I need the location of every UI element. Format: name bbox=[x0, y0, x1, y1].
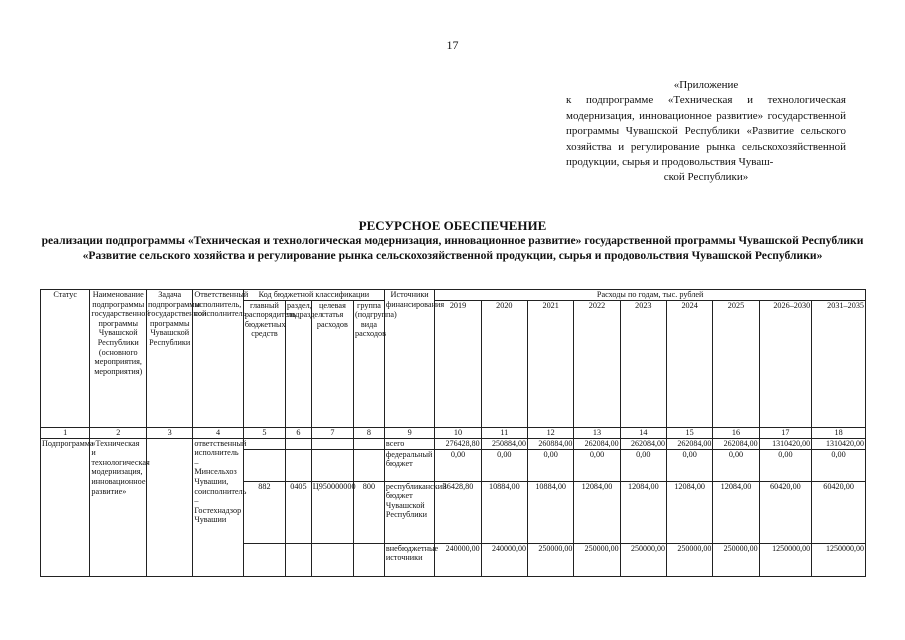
column-number: 16 bbox=[713, 427, 759, 438]
cell-value: 0,00 bbox=[574, 449, 620, 481]
cell-value: 1310420,00 bbox=[759, 438, 812, 449]
header-year: 2025 bbox=[713, 300, 759, 427]
cell-value: 250000,00 bbox=[574, 543, 620, 576]
header-year: 2020 bbox=[481, 300, 527, 427]
header-section: раздел, подраздел bbox=[286, 300, 312, 427]
cell-value: 262084,00 bbox=[666, 438, 712, 449]
header-year: 2024 bbox=[666, 300, 712, 427]
document-subtitle: реализации подпрограммы «Техническая и технологическая модернизация, инновационное развитие» государственной программы Чувашской Республики «Развитие сельского хозяйства и регулирование рынка сельскохозяйственной продукции, сырья и продовольствия Чувашской Республики» bbox=[41, 234, 864, 262]
document-title: РЕСУРСНОЕ ОБЕСПЕЧЕНИЕ bbox=[358, 218, 547, 233]
table-row bbox=[41, 438, 866, 449]
cell-source: всего bbox=[384, 438, 434, 449]
cell-grbs: 882 bbox=[243, 481, 285, 543]
cell-value: 250000,00 bbox=[666, 543, 712, 576]
cell-value: 0,00 bbox=[481, 449, 527, 481]
column-number-row bbox=[41, 427, 866, 438]
column-number: 7 bbox=[311, 427, 353, 438]
cell-value: 12084,00 bbox=[620, 481, 666, 543]
cell-value: 60420,00 bbox=[759, 481, 812, 543]
cell-source: внебюджетные источники bbox=[384, 543, 434, 576]
cell-value: 260884,00 bbox=[528, 438, 574, 449]
cell-section bbox=[286, 543, 312, 576]
row-name: «Техническая и технологическая модернизация, инновационное развитие» bbox=[90, 438, 147, 576]
header-year: 2019 bbox=[435, 300, 481, 427]
cell-value: 0,00 bbox=[620, 449, 666, 481]
appendix-last-line: ской Республики» bbox=[663, 171, 749, 184]
cell-group bbox=[354, 438, 385, 449]
header-year: 2021 bbox=[528, 300, 574, 427]
cell-value: 10884,00 bbox=[481, 481, 527, 543]
cell-value: 240000,00 bbox=[481, 543, 527, 576]
appendix-block bbox=[566, 78, 846, 186]
header-grbs: главный распорядитель бюджетных средств bbox=[243, 300, 285, 427]
cell-section: 0405 bbox=[286, 481, 312, 543]
header-target: целевая статья расходов bbox=[311, 300, 353, 427]
cell-target bbox=[311, 449, 353, 481]
cell-value: 1250000,00 bbox=[812, 543, 866, 576]
cell-target bbox=[311, 543, 353, 576]
cell-value: 250000,00 bbox=[620, 543, 666, 576]
cell-target bbox=[311, 438, 353, 449]
column-number: 4 bbox=[193, 427, 243, 438]
header-row-1 bbox=[41, 290, 866, 301]
header-task: Задача подпрограммы государственной программы Чувашской Республики bbox=[147, 290, 193, 428]
cell-value: 0,00 bbox=[713, 449, 759, 481]
header-name: Наименование подпрограммы государственной программы Чувашской Республики (основного мероприятия, мероприятия) bbox=[90, 290, 147, 428]
column-number: 9 bbox=[384, 427, 434, 438]
row-status: Подпрограмма bbox=[41, 438, 90, 576]
column-number: 2 bbox=[90, 427, 147, 438]
cell-section bbox=[286, 438, 312, 449]
column-number: 10 bbox=[435, 427, 481, 438]
column-number: 14 bbox=[620, 427, 666, 438]
column-number: 1 bbox=[41, 427, 90, 438]
cell-group: 800 bbox=[354, 481, 385, 543]
cell-value: 36428,80 bbox=[435, 481, 481, 543]
column-number: 12 bbox=[528, 427, 574, 438]
header-budget-code: Код бюджетной классификации bbox=[243, 290, 384, 301]
resource-table bbox=[40, 289, 866, 577]
column-number: 17 bbox=[759, 427, 812, 438]
header-year: 2031–2035 bbox=[812, 300, 866, 427]
page-number: 17 bbox=[446, 38, 459, 52]
cell-value: 250000,00 bbox=[528, 543, 574, 576]
cell-value: 250884,00 bbox=[481, 438, 527, 449]
row-task bbox=[147, 438, 193, 576]
cell-value: 262084,00 bbox=[620, 438, 666, 449]
header-executor: Ответственный исполнитель, соисполнитель bbox=[193, 290, 243, 428]
column-number: 18 bbox=[812, 427, 866, 438]
cell-group bbox=[354, 543, 385, 576]
cell-value: 250000,00 bbox=[713, 543, 759, 576]
cell-value: 1250000,00 bbox=[759, 543, 812, 576]
header-expenses: Расходы по годам, тыс. рублей bbox=[435, 290, 866, 301]
cell-source: федеральный бюджет bbox=[384, 449, 434, 481]
cell-value: 0,00 bbox=[435, 449, 481, 481]
cell-value: 1310420,00 bbox=[812, 438, 866, 449]
cell-value: 0,00 bbox=[528, 449, 574, 481]
column-number: 13 bbox=[574, 427, 620, 438]
cell-value: 12084,00 bbox=[713, 481, 759, 543]
cell-value: 12084,00 bbox=[574, 481, 620, 543]
cell-grbs bbox=[243, 449, 285, 481]
column-number: 5 bbox=[243, 427, 285, 438]
cell-grbs bbox=[243, 438, 285, 449]
cell-section bbox=[286, 449, 312, 481]
appendix-body: к подпрограмме «Техническая и технологическая модернизация, инновационное развитие» государственной программы Чувашской Республики «Развитие сельского хозяйства и регулирование рынка сельскохозяйственной продукции, сырья и продовольствия Чуваш- bbox=[566, 94, 846, 169]
cell-value: 0,00 bbox=[812, 449, 866, 481]
cell-value: 240000,00 bbox=[435, 543, 481, 576]
cell-source: республиканский бюджет Чувашской Республики bbox=[384, 481, 434, 543]
cell-target: Ц950000000 bbox=[311, 481, 353, 543]
column-number: 11 bbox=[481, 427, 527, 438]
column-number: 15 bbox=[666, 427, 712, 438]
header-group: группа (подгруппа) вида расходов bbox=[354, 300, 385, 427]
row-executor: ответственный исполнитель – Минсельхоз Чувашии, соисполнитель – Гостехнадзор Чувашии bbox=[193, 438, 243, 576]
header-year: 2022 bbox=[574, 300, 620, 427]
column-number: 3 bbox=[147, 427, 193, 438]
column-number: 6 bbox=[286, 427, 312, 438]
cell-value: 0,00 bbox=[666, 449, 712, 481]
cell-value: 12084,00 bbox=[666, 481, 712, 543]
appendix-first-line: «Приложение bbox=[673, 79, 739, 91]
column-number: 8 bbox=[354, 427, 385, 438]
cell-value: 262084,00 bbox=[713, 438, 759, 449]
cell-value: 10884,00 bbox=[528, 481, 574, 543]
header-year: 2023 bbox=[620, 300, 666, 427]
cell-value: 60420,00 bbox=[812, 481, 866, 543]
cell-value: 0,00 bbox=[759, 449, 812, 481]
cell-grbs bbox=[243, 543, 285, 576]
header-sources: Источники финансирования bbox=[384, 290, 434, 428]
cell-value: 262084,00 bbox=[574, 438, 620, 449]
cell-group bbox=[354, 449, 385, 481]
cell-value: 276428,80 bbox=[435, 438, 481, 449]
header-status: Статус bbox=[41, 290, 90, 428]
header-year: 2026–2030 bbox=[759, 300, 812, 427]
